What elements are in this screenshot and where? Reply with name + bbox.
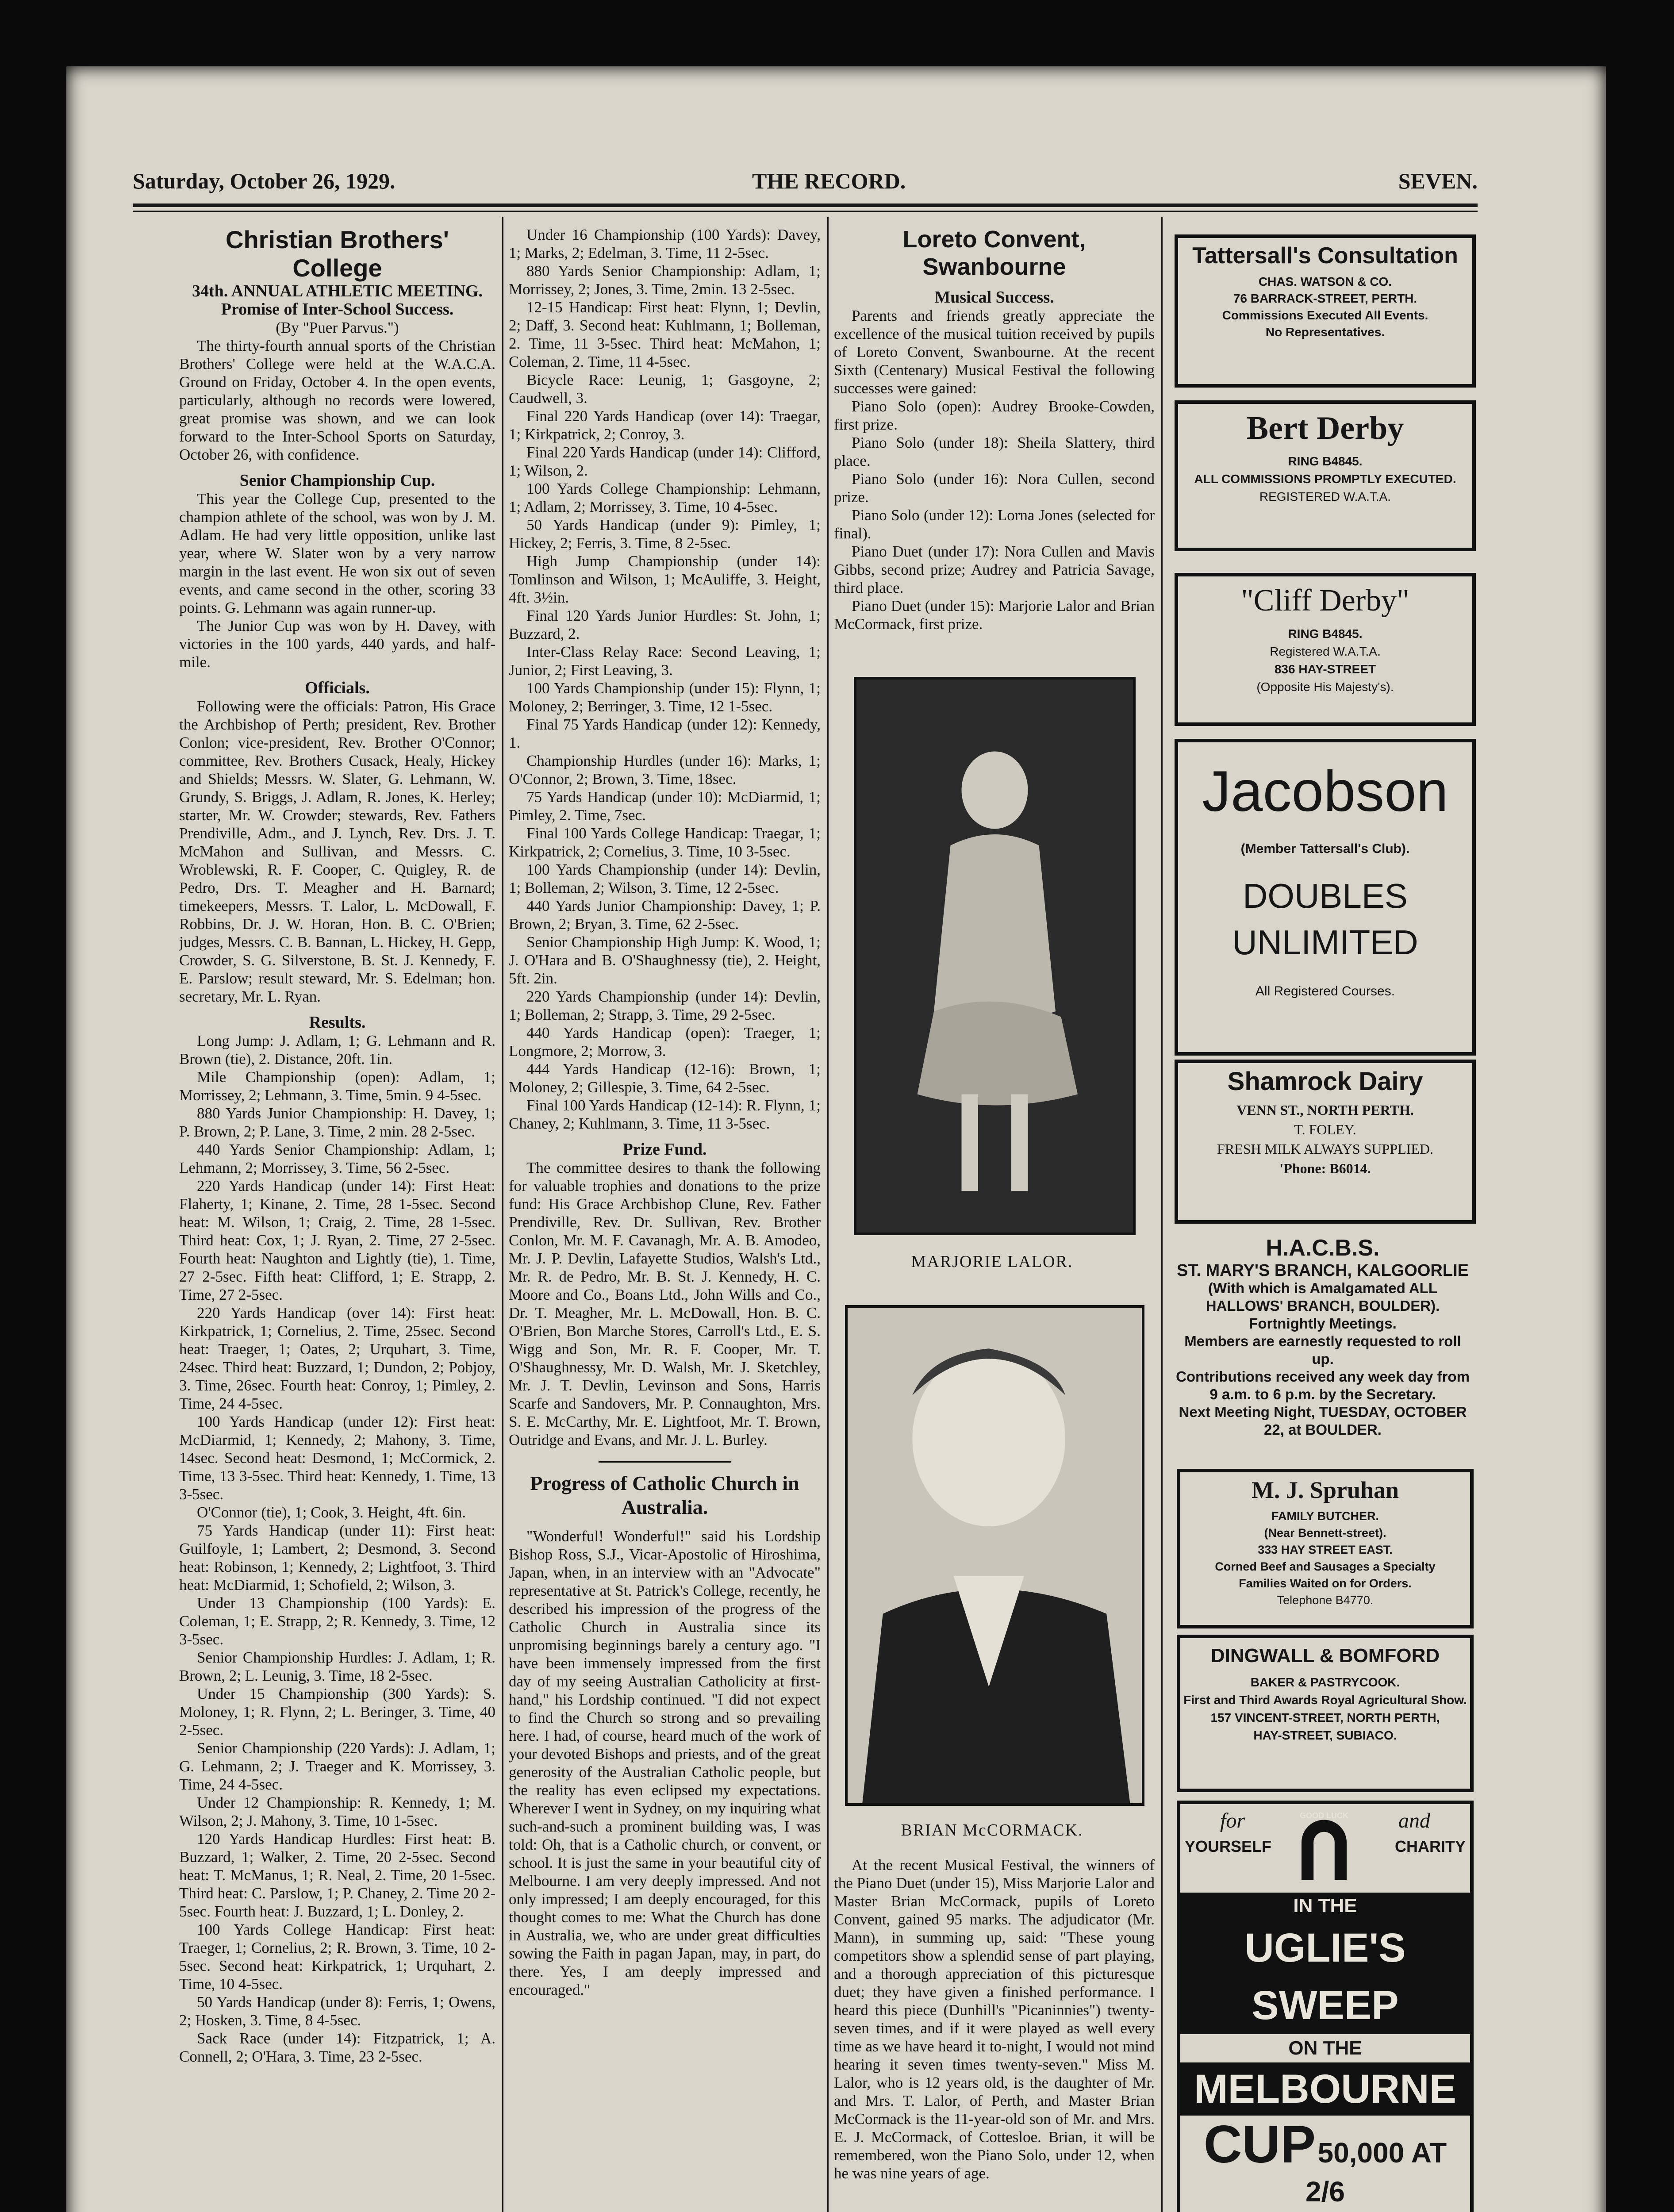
result-item: Inter-Class Relay Race: Second Leaving, 1; Junior, 2; First Leaving, 3. [509, 643, 821, 679]
ad-jacobson [1175, 739, 1476, 1056]
ad-cliff-derby [1175, 573, 1476, 726]
cliff-registered: Registered W.A.T.A. [1270, 645, 1381, 658]
ad-spruhan [1177, 1469, 1474, 1628]
dingwall-address-1: 157 VINCENT-STREET, NORTH PERTH, [1210, 1711, 1440, 1724]
bert-registered: REGISTERED W.A.T.A. [1259, 490, 1391, 503]
column-rule-2 [827, 217, 829, 2212]
cliff-opposite: (Opposite His Majesty's). [1256, 680, 1394, 694]
shamrock-street: VENN ST., NORTH PERTH. [1236, 1102, 1414, 1118]
result-item: Final 220 Yards Handicap (over 14): Traegar, 1; Kirkpatrick, 2; Conroy, 3. [509, 407, 821, 443]
result-item: 440 Yards Junior Championship: Davey, 1; P. Brown, 2; Bryan, 3. Time, 62 2-5sec. [509, 897, 821, 933]
progress-text: "Wonderful! Wonderful!" said his Lordship Bishop Ross, S.J., Vicar-Apostolic of Hiroshima, Japan, when, in an interview with an "Advocate" representative at St. Patrick's College, recently, he described his impression of the progress of the Catholic Church in Australia since its unpromising beginnings barely a century ago. "I have been immensely impressed from the first day of my seeing Australian Catholicity at first-hand," his Lordship continued. "I did not expect to find the Church so strong and so prevailing here. I had, of course, heard much of the work of your devoted Bishops and priests, and of the great generosity of the Australian Catholic people, but the reality has even eclipsed my expectations. Wherever I went in Sydney, on my inquiring what such-and-such a prominent building was, I was told: Oh, that is a Catholic church, or convent, or school. It is just the same in your beautiful city of Melbourne. I am very deeply impressed. And not only impressed; I am deeply encouraged, for this thought comes to me: What the Church has done in Australia, we, who are under great difficulties sowing the Faith in pagan Japan, may, in part, do there. Yes, I am deeply impressed and encouraged." [509, 1528, 821, 1998]
loreto-item: Piano Solo (open): Audrey Brooke-Cowden, first prize. [834, 398, 1155, 433]
cbc-subhead-2: Promise of Inter-School Success. [221, 300, 454, 319]
bert-phone: RING B4845. [1288, 454, 1363, 468]
result-item: 12-15 Handicap: First heat: Flynn, 1; Devlin, 2; Daff, 3. Second heat: Kuhlmann, 1; Bolleman, 2. Time, 11 3-5sec. Third heat: McMahon, 1; Coleman, 2. Time, 11 4-5sec. [509, 299, 821, 370]
result-item: Under 12 Championship: R. Kennedy, 1; M. Wilson, 2; J. Mahony, 3. Time, 10 1-5sec. [179, 1794, 495, 1829]
result-item: 50 Yards Handicap (under 8): Ferris, 1; Owens, 2; Hosken, 3. Time, 8 4-5sec. [179, 1993, 495, 2029]
jacobson-unlimited: UNLIMITED [1232, 923, 1418, 962]
result-item: High Jump Championship (under 14): Tomlinson and Wilson, 1; McAuliffe, 3. Height, 4ft. 3½in. [509, 553, 821, 606]
spruhan-title: M. J. Spruhan [1251, 1477, 1399, 1503]
sweep-in-the: IN THE [1180, 1893, 1470, 1919]
prize-fund-text: The committee desires to thank the following for valuable trophies and donations to the prize fund: His Grace Archbishop Clune, Rev. Father Prendiville, Rev. Dr. Sullivan, Rev. Brother Conlon, Mr. M. F. Cavanagh, Mr. A. B. Amodeo, Mr. J. P. Devlin, Lafayette Studios, Walsh's Ltd., Mr. R. de Pedro, Mr. B. St. J. Kennedy, H. C. Moore and Co., Boans Ltd., John Wills and Co., Dr. T. Meagher, Mr. L. McDowall, Hon. B. C. O'Brien, Bon Marche Stores, Carroll's Ltd., E. S. Wigg and Son, Mr. R. F. Cooper, Mr. T. O'Shaughnessy, Mr. D. Walsh, Mr. J. Sketchley, Mr. J. T. Devlin, Levinson and Sons, Harris Scarfe and Sandovers, Mr. P. Connaughton, Mrs. S. E. McCarthy, Mr. E. Lightfoot, Mr. T. Brown, Outridge and Evans, and Mr. J. L. Burley. [509, 1159, 821, 1448]
masthead-rule-top [133, 204, 1478, 207]
loreto-story-text: At the recent Musical Festival, the winners of the Piano Duet (under 15), Miss Marjorie Lalor and Master Brian McCormack, pupils of Loreto Convent, gained 95 marks. The adjudicator (Mr. Mann), in summing up, said: "These young competitors show a splendid sense of part playing, and a thorough appreciation of this picturesque duet; they have given a finished performance. I heard this piece (Dunhill's "Picaninnies") twenty-seven times, and if it were played as well every time as we have heard it to-night, I would not mind hearing it seven times twenty-seven." Miss M. Lalor, who is 12 years old, is the daughter of Mr. and Mrs. T. Lalor, of Perth, and Master Brian McCormack is the 11-year-old son of Mr. and Mrs. E. J. McCormack, of Cottesloe. Brian, it will be remembered, won the Piano Solo, under 12, when he was nine years of age. [834, 1856, 1155, 2182]
masthead [133, 168, 1478, 195]
jacobson-title: Jacobson [1202, 759, 1448, 823]
result-item: Senior Championship High Jump: K. Wood, 1; J. O'Hara and B. O'Shaughnessy (tie), 2. Height, 5ft. 2in. [509, 933, 821, 987]
result-item: Final 100 Yards College Handicap: Traegar, 1; Kirkpatrick, 2; Cornelius, 3. Time, 10 3-5sec. [509, 825, 821, 860]
hacbs-branch: ST. MARY'S BRANCH, KALGOORLIE [1177, 1261, 1469, 1280]
jacobson-doubles: DOUBLES [1243, 876, 1408, 915]
spruhan-phone: Telephone B4770. [1277, 1594, 1374, 1607]
photo-marjorie-lalor [854, 677, 1136, 1235]
paper-title: THE RECORD. [752, 169, 906, 193]
result-item: 100 Yards Championship (under 15): Flynn, 1; Moloney, 2; Berringer, 3. Time, 12 1-5sec. [509, 680, 821, 715]
sweep-charity: CHARITY [1395, 1837, 1466, 1855]
tattersall-note: No Representatives. [1265, 325, 1385, 339]
hacbs-members: Members are earnestly requested to roll up. [1184, 1333, 1461, 1367]
shamrock-milk: FRESH MILK ALWAYS SUPPLIED. [1217, 1141, 1433, 1157]
loreto-intro: Parents and friends greatly appreciate the excellence of the musical tuition received by pupils of Loreto Convent, Swanbourne. At the recent Sixth (Centenary) Musical Festival the following successes were gained: [834, 307, 1155, 397]
result-item: Senior Championship (220 Yards): J. Adlam, 1; G. Lehmann, 2; J. Traeger and K. Morrissey, 3. Time, 24 4-5sec. [179, 1740, 495, 1793]
junior-cup-text: The Junior Cup was won by H. Davey, with victories in the 100 yards, 440 yards, and half-mile. [179, 617, 495, 671]
ad-shamrock-dairy [1175, 1060, 1476, 1224]
result-item: 100 Yards College Handicap: First heat: Traeger, 1; Cornelius, 2; R. Brown, 3. Time, 10 2-5sec. Second heat: Kirkpatrick, 1; Urquhart, 2. Time, 10 4-5sec. [179, 1921, 495, 1993]
hacbs-notice [1172, 1234, 1473, 1451]
result-item: 75 Yards Handicap (under 10): McDiarmid, 1; Pimley, 2. Time, 7sec. [509, 788, 821, 824]
cbc-subhead: 34th. ANNUAL ATHLETIC MEETING. [192, 282, 483, 300]
result-item: Championship Hurdles (under 16): Marks, 1; O'Connor, 2; Brown, 3. Time, 18sec. [509, 752, 821, 787]
sweep-on-the: ON THE [1288, 2037, 1362, 2059]
hacbs-contributions: Contributions received any week day from 9 a.m. to 6 p.m. by the Secretary. [1176, 1368, 1470, 1402]
dingwall-address-2: HAY-STREET, SUBIACO. [1253, 1728, 1397, 1742]
tattersall-agent: CHAS. WATSON & CO. [1258, 275, 1392, 288]
result-item: Final 75 Yards Handicap (under 12): Kennedy, 1. [509, 716, 821, 751]
girl-portrait-image [856, 680, 1133, 1233]
loreto-story [834, 1856, 1155, 2212]
tattersall-address: 76 BARRACK-STREET, PERTH. [1233, 292, 1417, 305]
cliff-phone: RING B4845. [1288, 627, 1363, 641]
caption-brian: BRIAN McCORMACK. [901, 1821, 1083, 1839]
ad-tattersall [1175, 234, 1476, 388]
result-item: Under 15 Championship (300 Yards): S. Moloney, 1; R. Flynn, 2; L. Beringer, 3. Time, 40 2-5sec. [179, 1685, 495, 1739]
result-item: 100 Yards College Championship: Lehmann, 1; Adlam, 2; Morrissey, 3. Time, 10 4-5sec. [509, 480, 821, 515]
result-item: Final 100 Yards Handicap (12-14): R. Flynn, 1; Chaney, 2; Kuhlmann, 3. Time, 11 3-5sec. [509, 1097, 821, 1132]
result-item: Final 220 Yards Handicap (under 14): Clifford, 1; Wilson, 2. [509, 444, 821, 479]
loreto-item: Piano Duet (under 15): Marjorie Lalor and Brian McCormack, first prize. [834, 597, 1155, 633]
prize-fund-heading: Prize Fund. [622, 1140, 707, 1159]
spruhan-specialty: Corned Beef and Sausages a Specialty [1215, 1560, 1436, 1573]
result-item: 880 Yards Senior Championship: Adlam, 1; Morrissey, 2; Jones, 3. Time, 2min. 13 2-5sec. [509, 262, 821, 298]
result-item: Sack Race (under 14): Fitzpatrick, 1; A. Connell, 2; O'Hara, 3. Time, 23 2-5sec. [179, 2030, 495, 2065]
officials-text: Following were the officials: Patron, His Grace the Archbishop of Perth; president, Rev. Brother Conlon; vice-president, Rev. Brother O'Connor; committee, Rev. Brothers Cusack, Healy, Hickey and Shields; Messrs. W. Slater, G. Lehmann, W. Grundy, S. Briggs, J. Adlam, R. Jones, K. Herley; starter, Mr. W. Crowder; stewards, Rev. Fathers Prendiville, Adm., and J. Lynch, Rev. Drs. J. T. McMahon and Sullivan, and Messrs. C. Wroblewski, R. F. Cooper, C. Quigley, R. de Pedro, Drs. T. Meagher and H. Barnard; timekeepers, Messrs. T. Lalor, L. McDowall, F. Robbins, Dr. J. W. Horan, Hon. B. C. O'Brien; judges, Messrs. C. B. Bannan, L. Hickey, H. Gepp, Crowder, S. G. Silverstone, B. St. J. Kennedy, F. E. Parslow; result steward, Mr. S. Edelman; hon. secretary, Mr. L. Ryan. [179, 698, 495, 1005]
result-item: Long Jump: J. Adlam, 1; G. Lehmann and R. Brown (tie), 2. Distance, 20ft. 1in. [179, 1032, 495, 1068]
hacbs-next-meeting: Next Meeting Night, TUESDAY, OCTOBER 22, at BOULDER. [1179, 1404, 1467, 1438]
column-rule-1 [502, 217, 503, 2212]
shamrock-owner: T. FOLEY. [1294, 1121, 1356, 1137]
result-item: 220 Yards Handicap (under 14): First Heat: Flaherty, 1; Kinane, 2. Time, 28 1-5sec. Second heat: M. Wilson, 1; Craig, 2. Time, 28 1-5sec. Third heat: Cox, 1; J. Ryan, 2. Time, 27 2-5sec. Fourth heat: Naughton and Lightly (tie), 1. Time, 27 2-5sec. Fifth heat: Clifford, 1; E. Strapp, 2. Time, 27 2-5sec. [179, 1177, 495, 1303]
progress-headline: Progress of Catholic Church in Australia. [530, 1472, 799, 1518]
spruhan-near: (Near Bennett-street). [1264, 1526, 1386, 1540]
sweep-good-luck: GOOD LUCK [1300, 1811, 1348, 1820]
result-item: 220 Yards Handicap (over 14): First heat: Kirkpatrick, 1; Cornelius, 2. Time, 25sec. Second heat: Traeger, 1; Oates, 2; Urquhart, 3. Time, 24sec. Third heat: Buzzard, 1; Dundon, 2; Pobjoy, 3. Time, 26sec. Fourth heat: Conroy, 1; Pimley, 2. Time, 24 4-5sec. [179, 1304, 495, 1412]
result-item: 100 Yards Handicap (under 12): First heat: McDiarmid, 1; Kennedy, 2; Mahony, 3. Time, 14sec. Second heat: Desmond, 1; McCormick, 2. Time, 13 3-5sec. Third heat: Kennedy, 1. Time, 13 3-5sec. [179, 1413, 495, 1503]
officials-heading: Officials. [305, 679, 370, 697]
dingwall-title: DINGWALL & BOMFORD [1210, 1645, 1440, 1667]
boy-portrait-image [848, 1308, 1142, 1803]
results-heading: Results. [309, 1013, 366, 1032]
bert-title: Bert Derby [1246, 410, 1404, 446]
bert-commissions: ALL COMMISSIONS PROMPTLY EXECUTED. [1194, 472, 1456, 486]
hacbs-meetings: Fortnightly Meetings. [1249, 1315, 1397, 1332]
result-item: 440 Yards Senior Championship: Adlam, 1; Lehmann, 2; Morrissey, 3. Time, 56 2-5sec. [179, 1141, 495, 1176]
spruhan-orders: Families Waited on for Orders. [1239, 1577, 1412, 1590]
result-item: Final 120 Yards Junior Hurdles: St. John, 1; Buzzard, 2. [509, 607, 821, 642]
tattersall-commissions: Commissions Executed All Events. [1222, 308, 1428, 322]
column-loreto [834, 226, 1155, 668]
result-item: 220 Yards Championship (under 14): Devlin, 1; Bolleman, 2; Strapp, 3. Time, 29 2-5sec. [509, 988, 821, 1023]
result-item: 120 Yards Handicap Hurdles: First heat: B. Buzzard, 1; Walker, 2. Time, 20 2-5sec. Second heat: T. McManus, 1; R. Neal, 2. Time, 20 1-5sec. Third heat: C. Parslow, 1; P. Chaney, 2. Time 20 2-5sec. Fourth heat: J. Buzzard, 1; L. Donley, 2. [179, 1830, 495, 1920]
ad-uglies-sweep [1177, 1801, 1474, 2212]
result-item: Under 13 Championship (100 Yards): E. Coleman, 1; E. Strapp, 2; R. Kennedy, 3. Time, 12 3-5sec. [179, 1594, 495, 1648]
masthead-rule-bottom [133, 211, 1478, 212]
cbc-intro: The thirty-fourth annual sports of the Christian Brothers' College were held at the W.A.C.A. Ground on Friday, October 4. In the open events, particularly, although no records were lowered, great promise was shown, and we can look forward to the Inter-School Sports on Saturday, October 26, with confidence. [179, 337, 495, 463]
result-item: 444 Yards Handicap (12-16): Brown, 1; Moloney, 2; Gillespie, 3. Time, 64 2-5sec. [509, 1060, 821, 1096]
spruhan-trade: FAMILY BUTCHER. [1271, 1509, 1379, 1523]
cbc-byline: (By "Puer Parvus.") [276, 319, 399, 336]
page-number: SEVEN. [1398, 169, 1478, 193]
column-cbc [179, 226, 495, 2212]
jacobson-member: (Member Tattersall's Club). [1240, 841, 1410, 856]
result-item: 50 Yards Handicap (under 9): Pimley, 1; Hickey, 2; Ferris, 3. Time, 8 2-5sec. [509, 516, 821, 552]
hacbs-amalgamated: (With which is Amalgamated ALL HALLOWS' BRANCH, BOULDER). [1206, 1280, 1440, 1314]
result-item: 440 Yards Handicap (open): Traeger, 1; Longmore, 2; Morrow, 3. [509, 1024, 821, 1060]
sweep-and: and [1398, 1809, 1430, 1832]
tattersall-title: Tattersall's Consultation [1192, 243, 1458, 269]
hacbs-title: H.A.C.B.S. [1266, 1235, 1380, 1261]
sweep-yourself: YOURSELF [1185, 1837, 1272, 1855]
result-item: Senior Championship Hurdles: J. Adlam, 1; R. Brown, 2; L. Leunig, 3. Time, 18 2-5sec. [179, 1649, 495, 1684]
ad-bert-derby [1175, 400, 1476, 551]
sweep-for: for [1220, 1809, 1245, 1832]
loreto-item: Piano Solo (under 12): Lorna Jones (selected for final). [834, 507, 1155, 542]
loreto-item: Piano Solo (under 16): Nora Cullen, second prize. [834, 470, 1155, 506]
sweep-uglies: UGLIE'S SWEEP [1180, 1919, 1470, 2034]
shamrock-phone: 'Phone: B6014. [1279, 1160, 1371, 1176]
cliff-title: "Cliff Derby" [1241, 584, 1409, 618]
issue-date: Saturday, October 26, 1929. [133, 169, 395, 193]
dingwall-awards: First and Third Awards Royal Agricultural Show. [1183, 1693, 1467, 1707]
cliff-address: 836 HAY-STREET [1274, 662, 1376, 676]
senior-cup-text: This year the College Cup, presented to the champion athlete of the school, was won by J. M. Adlam. He had very little opposition, unlike last year, where W. Slater won by a very narrow margin in the last event. He won six out of seven events, and came second in the other, scoring 33 points. G. Lehmann was again runner-up. [179, 490, 495, 616]
result-item: O'Connor (tie), 1; Cook, 3. Height, 4ft. 6in. [197, 1504, 466, 1521]
spruhan-address: 333 HAY STREET EAST. [1258, 1543, 1393, 1556]
loreto-item: Piano Solo (under 18): Sheila Slattery, third place. [834, 434, 1155, 469]
ad-dingwall-bomford [1177, 1635, 1474, 1792]
shamrock-title: Shamrock Dairy [1227, 1067, 1423, 1096]
sweep-header [1180, 1804, 1470, 1893]
result-item: Mile Championship (open): Adlam, 1; Morrissey, 2; Lehmann, 3. Time, 5min. 9 4-5sec. [179, 1068, 495, 1104]
result-item: 75 Yards Handicap (under 11): First heat: Guilfoyle, 1; Lambert, 2; Desmond, 3. Second heat: Robinson, 1; Kennedy, 2; Lightfoot, 3. Third heat: McDiarmid, 1; Schofield, 2; Wilson, 3. [179, 1522, 495, 1594]
cbc-headline: Christian Brothers' College [226, 226, 449, 282]
photo-brian-mccormack [845, 1305, 1144, 1806]
loreto-headline: Loreto Convent, Swanbourne [902, 226, 1086, 280]
caption-marjorie: MARJORIE LALOR. [911, 1252, 1073, 1271]
result-item: Bicycle Race: Leunig, 1; Gasgoyne, 2; Caudwell, 3. [509, 371, 821, 407]
loreto-item: Piano Duet (under 17): Nora Cullen and Mavis Gibbs, second prize; Audrey and Patricia Savage, third place. [834, 543, 1155, 596]
result-item: 100 Yards Championship (under 14): Devlin, 1; Bolleman, 2; Wilson, 3. Time, 12 2-5sec. [509, 861, 821, 896]
result-item: 880 Yards Junior Championship: H. Davey, 1; P. Brown, 2; P. Lane, 3. Time, 2 min. 28 2-5sec. [179, 1105, 495, 1140]
sweep-cup: CUP [1203, 2115, 1316, 2174]
senior-cup-heading: Senior Championship Cup. [239, 471, 435, 490]
sweep-melbourne: MELBOURNE [1180, 2062, 1470, 2116]
column-rule-3 [1161, 217, 1163, 2212]
sweep-tickets: 50,000 AT 2/6 [1305, 2137, 1447, 2208]
result-item: Under 16 Championship (100 Yards): Davey, 1; Marks, 2; Edelman, 3. Time, 11 2-5sec. [509, 226, 821, 261]
column-results-continued [509, 226, 821, 2212]
loreto-subhead: Musical Success. [934, 288, 1054, 307]
jacobson-courses: All Registered Courses. [1255, 984, 1395, 998]
dingwall-trade: BAKER & PASTRYCOOK. [1250, 1675, 1400, 1689]
